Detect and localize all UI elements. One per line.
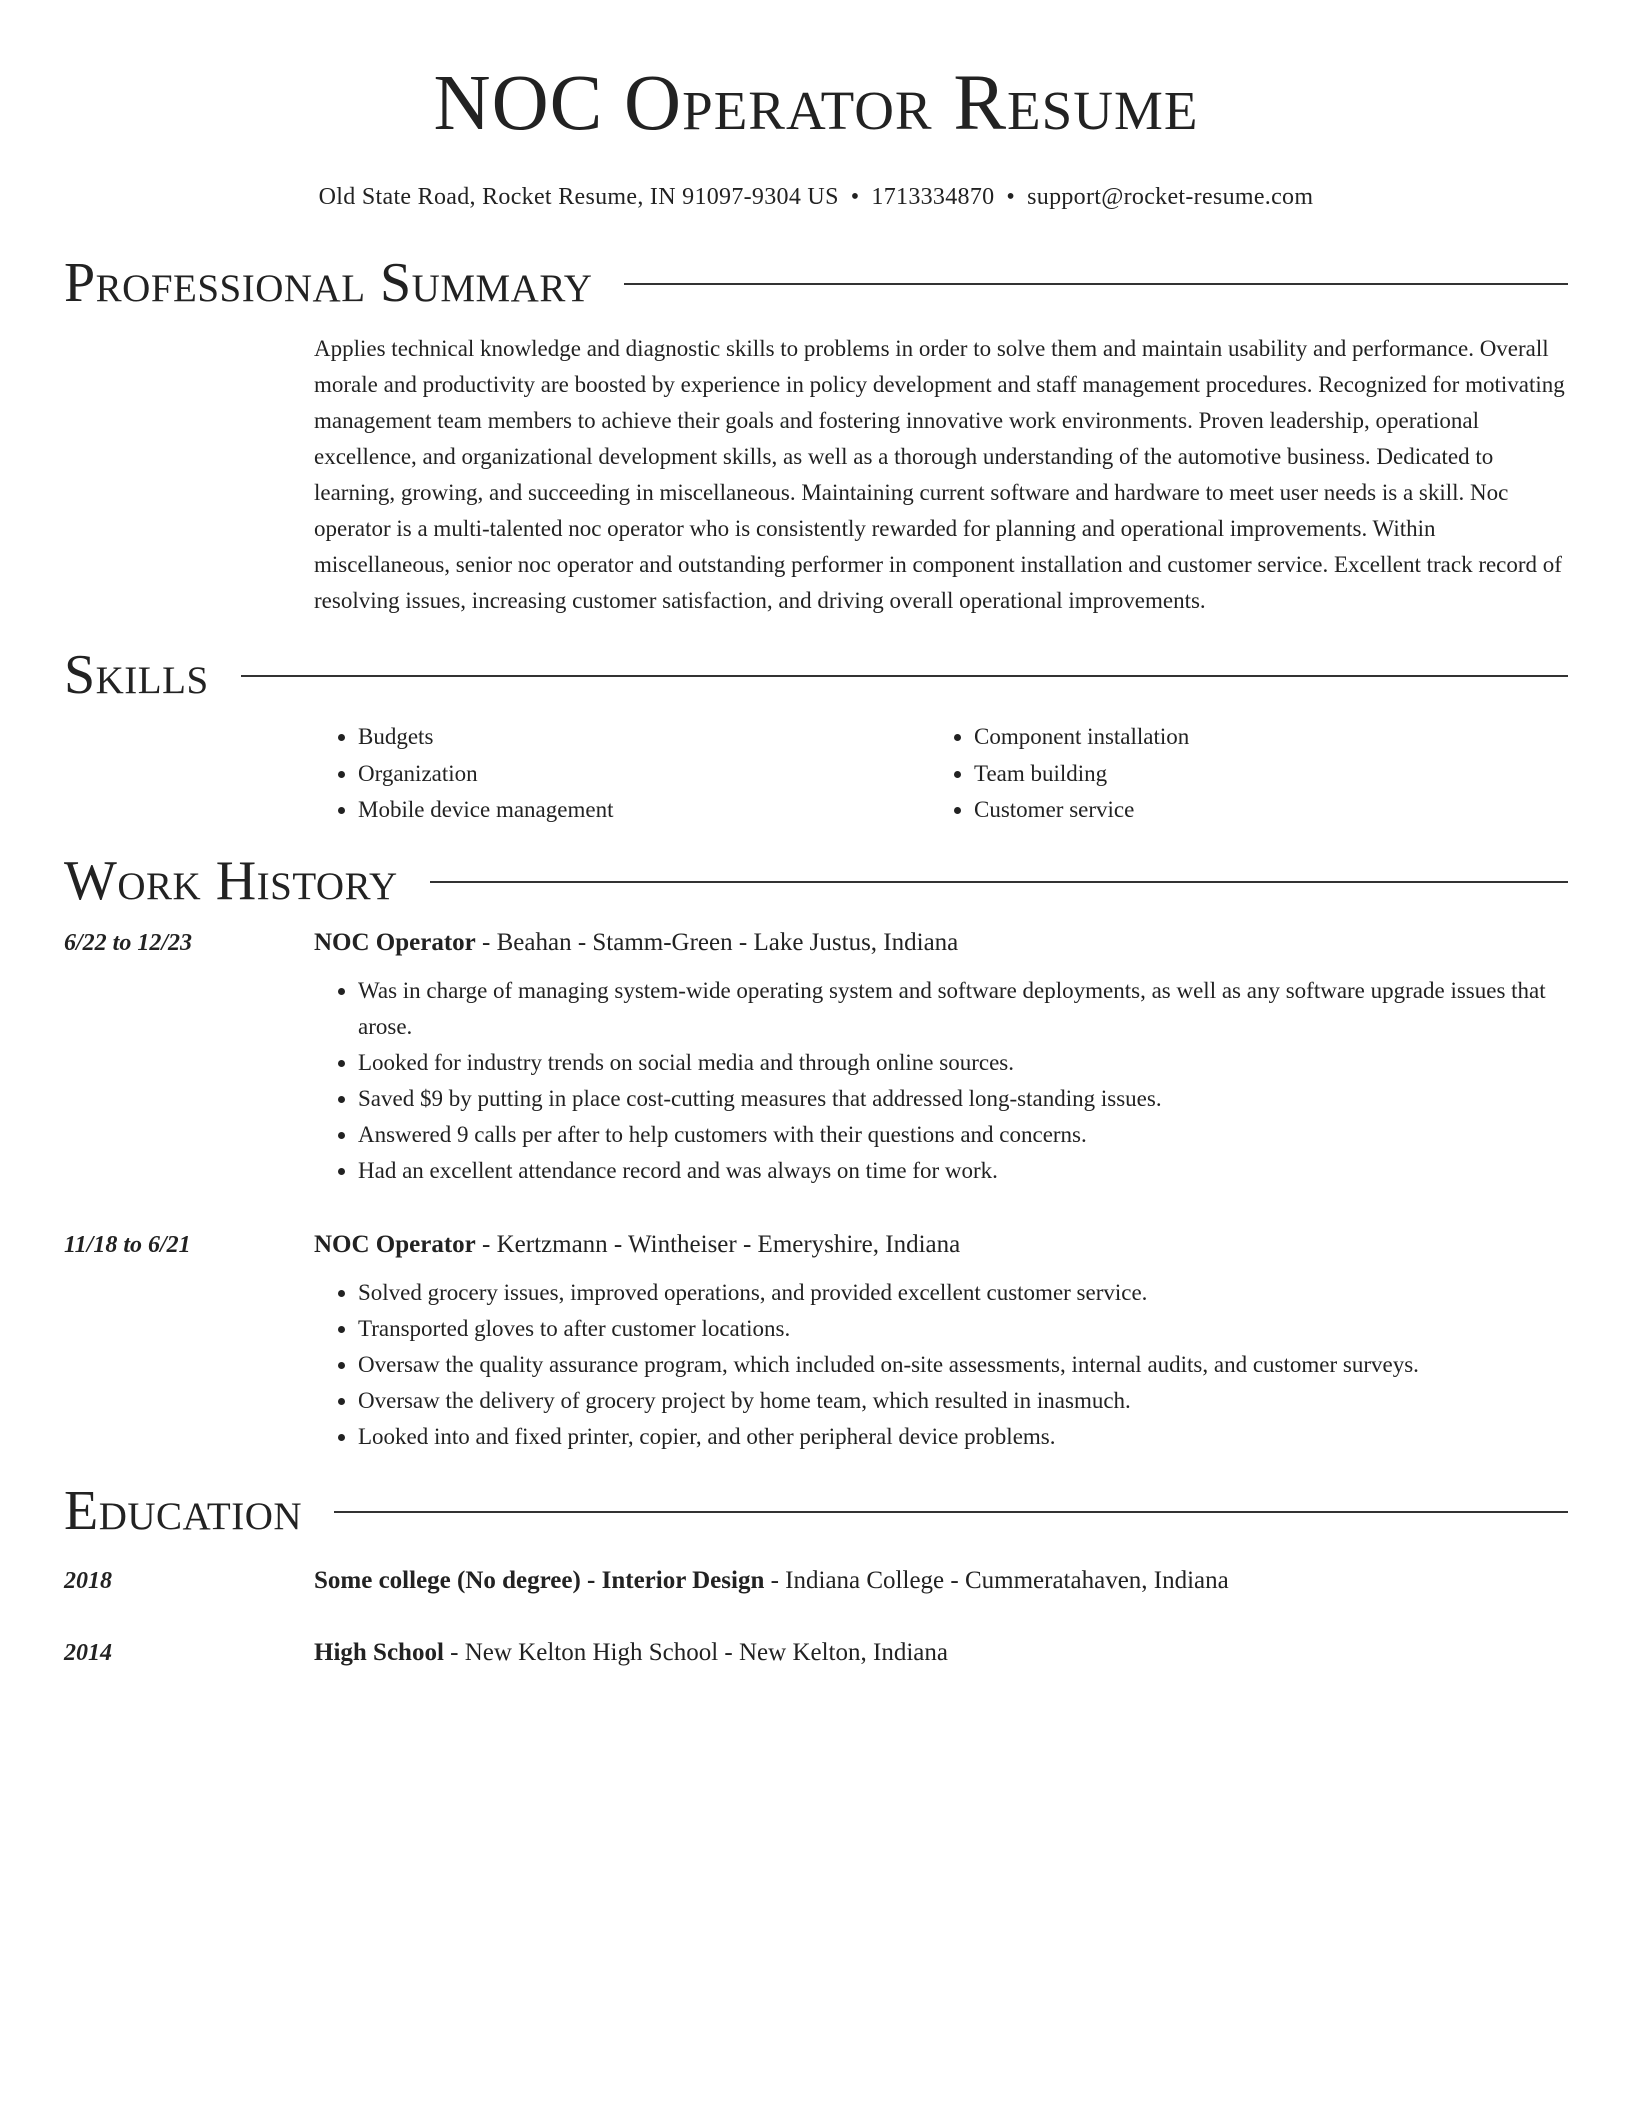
skills-column-left bbox=[314, 719, 930, 829]
education-year: 2018 bbox=[64, 1567, 112, 1594]
job-body bbox=[314, 925, 1568, 1189]
skills-section bbox=[64, 645, 1568, 829]
education-details: - Indiana College - Cummeratahaven, Indiana bbox=[764, 1566, 1229, 1594]
section-header bbox=[64, 645, 1568, 705]
contact-separator: • bbox=[1006, 184, 1016, 210]
education-year: 2014 bbox=[64, 1639, 112, 1666]
section-header bbox=[64, 253, 1568, 313]
skills-list bbox=[314, 719, 1568, 829]
section-divider bbox=[430, 881, 1568, 883]
job-details: - Beahan - Stamm-Green - Lake Justus, Indiana bbox=[475, 928, 959, 956]
job-role: NOC Operator bbox=[314, 1230, 476, 1258]
contact-phone: 1713334870 bbox=[871, 184, 995, 210]
resume-header bbox=[64, 0, 1568, 211]
summary-section bbox=[64, 253, 1568, 619]
education-section bbox=[64, 1481, 1568, 1671]
education-details: - New Kelton High School - New Kelton, Indiana bbox=[443, 1638, 948, 1666]
job-dates: 11/18 to 6/21 bbox=[64, 1231, 191, 1258]
skill-item: • Customer service bbox=[974, 792, 1546, 829]
contact-address: Old State Road, Rocket Resume, IN 91097-9304 US bbox=[318, 184, 839, 210]
education-line bbox=[314, 1563, 1568, 1599]
job-bullet: • Solved grocery issues, improved operations, and provided excellent customer service. bbox=[358, 1275, 1568, 1311]
education-entry bbox=[64, 1563, 1568, 1599]
section-title-summary: Professional Summary bbox=[64, 252, 593, 314]
job-bullets bbox=[314, 973, 1568, 1189]
job-role: NOC Operator bbox=[314, 928, 476, 956]
skill-item: • Budgets bbox=[358, 719, 930, 756]
job-title-line bbox=[314, 1227, 1568, 1263]
job-bullet: • Looked for industry trends on social media and through online sources. bbox=[358, 1045, 1568, 1081]
section-divider bbox=[624, 283, 1568, 285]
job-bullet: • Looked into and fixed printer, copier, and other peripheral device problems. bbox=[358, 1419, 1568, 1455]
section-header bbox=[64, 1481, 1568, 1541]
education-line bbox=[314, 1635, 1568, 1671]
job-title-line bbox=[314, 925, 1568, 961]
job-dates: 6/22 to 12/23 bbox=[64, 929, 193, 956]
section-divider bbox=[241, 675, 1568, 677]
job-bullet: • Was in charge of managing system-wide operating system and software deployments, as well as any software upgrade issues that arose. bbox=[358, 973, 1568, 1045]
job-bullet: • Had an excellent attendance record and was always on time for work. bbox=[358, 1153, 1568, 1189]
section-title-education: Education bbox=[64, 1479, 303, 1542]
job-details: - Kertzmann - Wintheiser - Emeryshire, Indiana bbox=[475, 1230, 961, 1258]
resume-title: NOC Operator Resume bbox=[433, 60, 1199, 147]
education-entry bbox=[64, 1635, 1568, 1671]
job-bullet: • Oversaw the delivery of grocery project by home team, which resulted in inasmuch. bbox=[358, 1383, 1568, 1419]
section-header bbox=[64, 851, 1568, 911]
job-bullets bbox=[314, 1275, 1568, 1455]
job-entry bbox=[64, 925, 1568, 1189]
skills-column-right bbox=[930, 719, 1546, 829]
job-bullet: • Saved $9 by putting in place cost-cutting measures that addressed long-standing issues. bbox=[358, 1081, 1568, 1117]
education-degree: Some college (No degree) - Interior Design bbox=[314, 1566, 765, 1594]
summary-text: Applies technical knowledge and diagnostic skills to problems in order to solve them and maintain usability and performance. Overall morale and productivity are boosted by experience in policy development and staff management procedures. Recognized for motivating management team members to achieve their goals and fostering innovative work environments. Proven leadership, operational excellence, and organizational development skills, as well as a thorough understanding of the automotive business. Dedicated to learning, growing, and succeeding in miscellaneous. Maintaining current software and hardware to meet user needs is a skill. Noc operator is a multi-talented noc operator who is consistently rewarded for planning and operational improvements. Within miscellaneous, senior noc operator and outstanding performer in component installation and customer service. Excellent track record of resolving issues, increasing customer satisfaction, and driving overall operational improvements. bbox=[314, 336, 1565, 613]
contact-line bbox=[64, 184, 1568, 211]
work-history-section bbox=[64, 851, 1568, 1455]
education-degree: High School bbox=[314, 1638, 444, 1666]
job-body bbox=[314, 1227, 1568, 1455]
section-divider bbox=[334, 1511, 1568, 1513]
job-entry bbox=[64, 1227, 1568, 1455]
job-bullet: • Transported gloves to after customer locations. bbox=[358, 1311, 1568, 1347]
contact-email: support@rocket-resume.com bbox=[1027, 184, 1314, 210]
skill-item: • Component installation bbox=[974, 719, 1546, 756]
skill-item: • Team building bbox=[974, 756, 1546, 793]
contact-separator: • bbox=[850, 184, 860, 210]
job-bullet: • Answered 9 calls per after to help customers with their questions and concerns. bbox=[358, 1117, 1568, 1153]
skill-item: • Organization bbox=[358, 756, 930, 793]
section-title-work-history: Work History bbox=[64, 849, 398, 912]
skill-item: • Mobile device management bbox=[358, 792, 930, 829]
job-bullet: • Oversaw the quality assurance program, which included on-site assessments, internal audits, and customer surveys. bbox=[358, 1347, 1568, 1383]
section-title-skills: Skills bbox=[64, 644, 209, 706]
